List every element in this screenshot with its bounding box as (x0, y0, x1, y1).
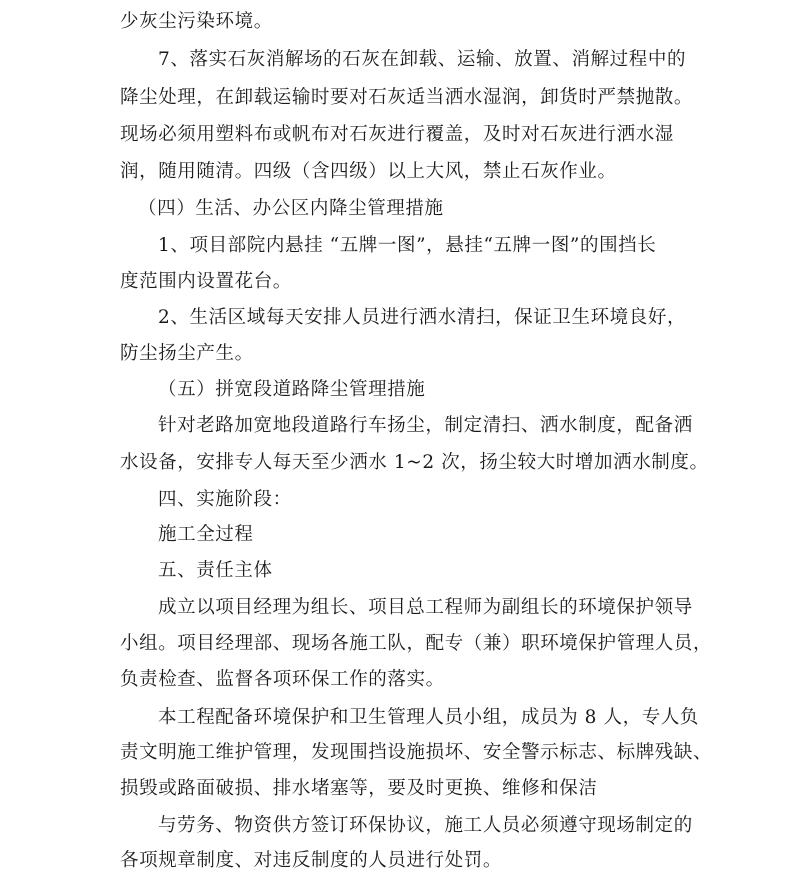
text-line-4: 现场必须用塑料布或帆布对石灰进行覆盖，及时对石灰进行洒水湿 (120, 124, 674, 145)
text-line-1: 少灰尘污染环境。 (120, 11, 273, 32)
text-line-18: 小组。项目经理部、现场各施工队，配专（兼）职环境保护管理人员， (120, 633, 713, 654)
text-line-20: 本工程配备环境保护和卫生管理人员小组，成员为 8 人，专人负 (158, 707, 700, 728)
text-line-13: 水设备，安排专人每天至少洒水 1~2 次，扬尘较大时增加洒水制度。 (120, 452, 709, 473)
text-line-9: 2、生活区域每天安排人员进行洒水清扫，保证卫生环境良好， (158, 307, 687, 328)
text-line-5: 润，随用随清。四级（含四级）以上大风，禁止石灰作业。 (120, 161, 617, 182)
text-line-12: 针对老路加宽地段道路行车扬尘，制定清扫、洒水制度，配备洒 (158, 415, 693, 436)
text-line-7: 1、项目部院内悬挂 “五牌一图”，悬挂“五牌一图”的围挡长 (158, 235, 657, 256)
text-line-15: 施工全过程 (158, 524, 254, 545)
text-line-8: 度范围内设置花台。 (120, 271, 292, 292)
section-heading-4: （四）生活、办公区内降尘管理措施 (138, 198, 444, 219)
text-line-24: 各项规章制度、对违反制度的人员进行处罚。 (120, 850, 503, 871)
text-line-17: 成立以项目经理为组长、项目总工程师为副组长的环境保护领导 (158, 597, 693, 618)
text-line-19: 负责检查、监督各项环保工作的落实。 (120, 669, 445, 690)
text-line-22: 损毁或路面破损、排水堵塞等，要及时更换、维修和保洁 (120, 778, 598, 799)
text-line-10: 防尘扬尘产生。 (120, 343, 254, 364)
heading-implementation-stage: 四、实施阶段： (158, 489, 292, 510)
text-line-2: 7、落实石灰消解场的石灰在卸载、运输、放置、消解过程中的 (158, 49, 687, 70)
text-line-21: 责文明施工维护管理，发现围挡设施损坏、安全警示标志、标牌残缺、 (120, 742, 713, 763)
section-heading-5: （五）拼宽段道路降尘管理措施 (158, 379, 426, 400)
text-line-23: 与劳务、物资供方签订环保协议，施工人员必须遵守现场制定的 (158, 815, 693, 836)
heading-responsible-party: 五、责任主体 (158, 560, 273, 581)
text-line-3: 降尘处理，在卸载运输时要对石灰适当洒水湿润，卸货时严禁抛散。 (120, 87, 694, 108)
